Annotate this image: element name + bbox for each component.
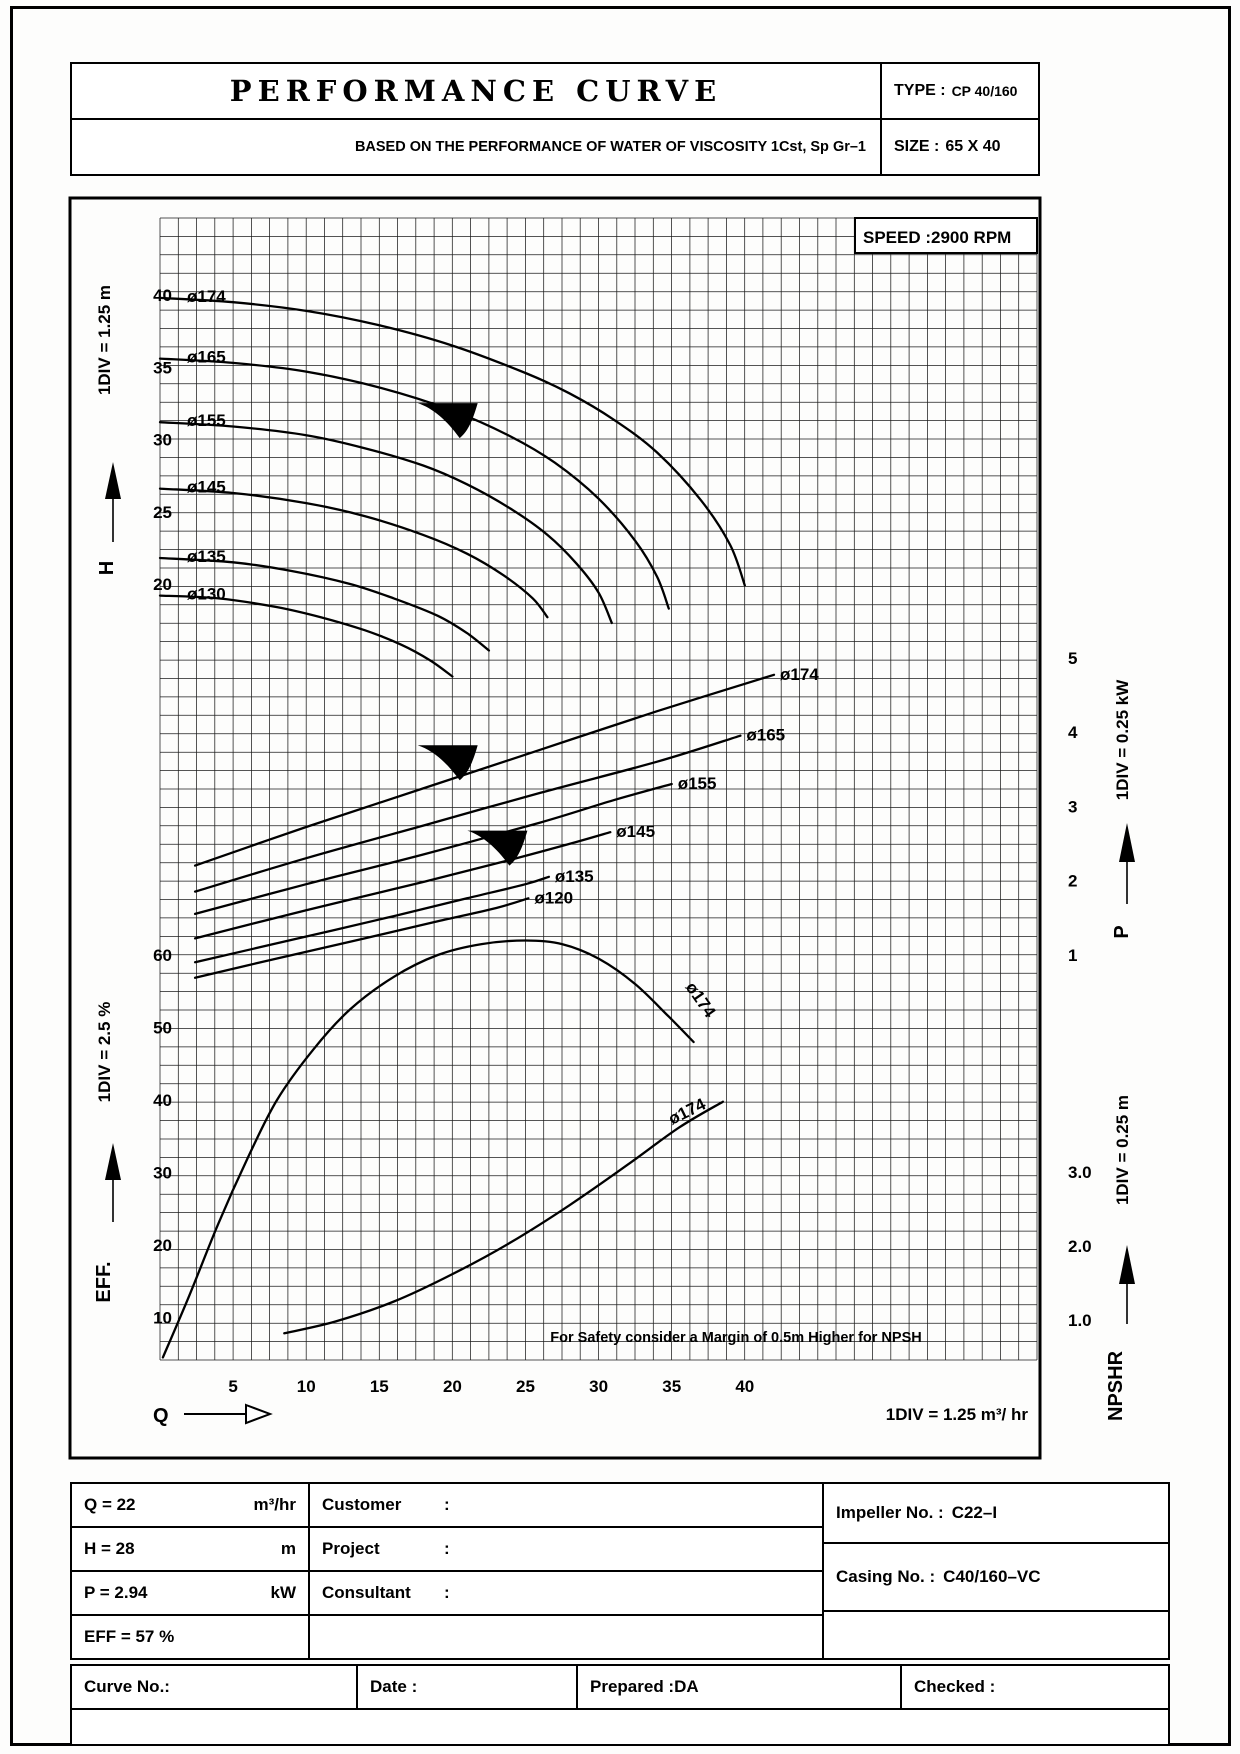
eff-axis-tick: 20	[153, 1236, 172, 1255]
size-label: SIZE :	[894, 138, 940, 155]
header-size-cell	[880, 118, 1040, 176]
customer-row	[308, 1482, 824, 1528]
p-axis-name: P	[1111, 925, 1133, 939]
duty-q-unit: m³/hr	[253, 1495, 296, 1514]
q-axis-tick: 40	[735, 1377, 755, 1396]
power-curve-label: ø120	[534, 888, 574, 908]
project-row	[308, 1526, 824, 1572]
casing-label: Casing No. :	[836, 1567, 936, 1586]
p-axis-tick: 2	[1068, 871, 1078, 891]
header-subtitle-cell	[70, 118, 882, 176]
q-axis-div-note: 1DIV = 1.25 m³/ hr	[885, 1405, 1028, 1424]
npshr-curve-label: ø174	[665, 1094, 709, 1129]
power-curve-label: ø174	[780, 664, 819, 684]
eff-axis-tick: 60	[153, 946, 172, 965]
p-axis-tick: 5	[1068, 648, 1078, 668]
eff-axis-name: EFF.	[93, 1261, 115, 1303]
head-curve-label: ø130	[187, 584, 226, 604]
h-axis-tick: 30	[153, 430, 172, 450]
middle-empty-cell	[308, 1614, 824, 1660]
duty-p-unit: kW	[270, 1583, 296, 1602]
head-curve-label: ø165	[187, 347, 226, 367]
duty-marker	[418, 745, 478, 780]
head-curve-label: ø174	[187, 286, 226, 306]
curve-no-cell	[70, 1664, 358, 1710]
consultant-colon: :	[444, 1583, 450, 1602]
eff-axis-arrow-icon-head	[105, 1143, 121, 1180]
duty-row-q	[70, 1482, 310, 1528]
casing-value: C40/160–VC	[943, 1567, 1041, 1586]
power-curve-145	[195, 832, 610, 938]
date-cell	[356, 1664, 578, 1710]
eff-axis-tick: 40	[153, 1091, 172, 1110]
power-curve-120	[195, 898, 528, 978]
power-curve-label: ø155	[677, 774, 717, 793]
eff-axis-tick: 30	[153, 1163, 172, 1183]
impeller-value: C22–I	[951, 1503, 998, 1522]
q-axis-tick: 15	[369, 1377, 389, 1396]
chart-grid	[160, 218, 1037, 1360]
power-curve-label: ø165	[746, 725, 786, 745]
npshr-axis-tick: 2.0	[1068, 1237, 1092, 1256]
eff-axis-tick: 50	[153, 1018, 172, 1038]
header-type-cell	[880, 62, 1040, 120]
h-axis-tick: 20	[153, 575, 172, 594]
p-axis-tick: 1	[1068, 945, 1078, 965]
efficiency-curve-label: ø174	[681, 978, 720, 1022]
power-curve-155	[195, 784, 672, 914]
type-value: CP 40/160	[951, 83, 1018, 99]
header-title-cell	[70, 62, 882, 120]
subtitle: BASED ON THE PERFORMANCE OF WATER OF VISCOSITY 1Cst, Sp Gr–1	[354, 139, 866, 155]
impeller-label: Impeller No. :	[836, 1503, 944, 1522]
duty-row-h	[70, 1526, 310, 1572]
impeller-row	[822, 1482, 1170, 1544]
q-axis-name: Q	[153, 1405, 169, 1427]
speed-note: SPEED :2900 RPM	[863, 228, 1012, 247]
q-axis-tick: 30	[589, 1377, 609, 1396]
duty-p-value: P = 2.94	[84, 1583, 148, 1602]
duty-q-value: Q = 22	[84, 1495, 136, 1514]
consultant-label: Consultant	[322, 1583, 411, 1602]
duty-marker	[467, 831, 527, 866]
duty-h-value: H = 28	[84, 1539, 135, 1558]
npsh-safety-note: For Safety consider a Margin of 0.5m Higher for NPSH	[550, 1330, 922, 1346]
q-axis-tick: 5	[228, 1377, 238, 1396]
project-label: Project	[322, 1539, 380, 1558]
project-colon: :	[444, 1539, 450, 1558]
head-curve-165	[160, 359, 669, 609]
customer-label: Customer	[322, 1495, 402, 1514]
consultant-row	[308, 1570, 824, 1616]
bottom-empty-strip	[70, 1708, 1170, 1746]
date-label: Date :	[370, 1677, 418, 1696]
p-axis-arrow-icon-head	[1119, 823, 1135, 862]
p-axis-div-note: 1DIV = 0.25 kW	[1113, 679, 1132, 801]
q-axis-tick: 25	[516, 1377, 535, 1396]
npshr-axis-tick: 3.0	[1068, 1163, 1092, 1182]
q-axis-arrow-icon	[246, 1405, 270, 1423]
p-axis-tick: 3	[1068, 797, 1078, 817]
eff-axis-div-note: 1DIV = 2.5 %	[95, 1001, 114, 1103]
prepared-label: Prepared :	[590, 1677, 675, 1696]
head-curve-label: ø135	[187, 547, 226, 566]
duty-eff-value: EFF = 57 %	[84, 1627, 175, 1646]
eff-axis-tick: 10	[153, 1308, 172, 1328]
performance-chart	[60, 190, 1170, 1460]
curve-no-label: Curve No.:	[84, 1677, 170, 1696]
power-curve-135	[195, 877, 549, 962]
duty-row-eff	[70, 1614, 310, 1660]
npshr-axis-div-note: 1DIV = 0.25 m	[1113, 1094, 1132, 1206]
duty-row-p	[70, 1570, 310, 1616]
checked-label: Checked :	[914, 1677, 996, 1696]
page-title: PERFORMANCE CURVE	[229, 74, 723, 108]
npshr-axis-tick: 1.0	[1068, 1311, 1092, 1330]
type-label: TYPE :	[894, 82, 946, 99]
casing-row	[822, 1542, 1170, 1612]
p-axis-tick: 4	[1068, 723, 1078, 742]
prepared-value: DA	[674, 1677, 699, 1696]
h-axis-arrow-icon-head	[105, 462, 121, 499]
efficiency-curve	[163, 941, 694, 1358]
npshr-axis-name: NPSHR	[1105, 1350, 1127, 1422]
customer-colon: :	[444, 1495, 450, 1514]
h-axis-name: H	[96, 560, 118, 576]
power-curve-label: ø145	[616, 822, 656, 842]
h-axis-div-note: 1DIV = 1.25 m	[95, 284, 114, 396]
q-axis-tick: 35	[662, 1377, 682, 1396]
prepared-cell	[576, 1664, 902, 1710]
q-axis-tick: 10	[296, 1377, 316, 1396]
checked-cell	[900, 1664, 1170, 1710]
h-axis-tick: 35	[153, 358, 172, 378]
head-curve-label: ø155	[187, 411, 226, 431]
power-curve-label: ø135	[554, 866, 594, 886]
q-axis-tick: 20	[442, 1377, 462, 1396]
npshr-curve	[284, 1102, 723, 1334]
h-axis-tick: 40	[153, 286, 172, 305]
duty-h-unit: m	[280, 1539, 296, 1558]
right-empty-cell	[822, 1610, 1170, 1660]
npshr-axis-arrow-icon-head	[1119, 1245, 1135, 1284]
h-axis-tick: 25	[153, 502, 172, 522]
head-curve-label: ø145	[187, 477, 226, 497]
size-value: 65 X 40	[945, 138, 1001, 155]
